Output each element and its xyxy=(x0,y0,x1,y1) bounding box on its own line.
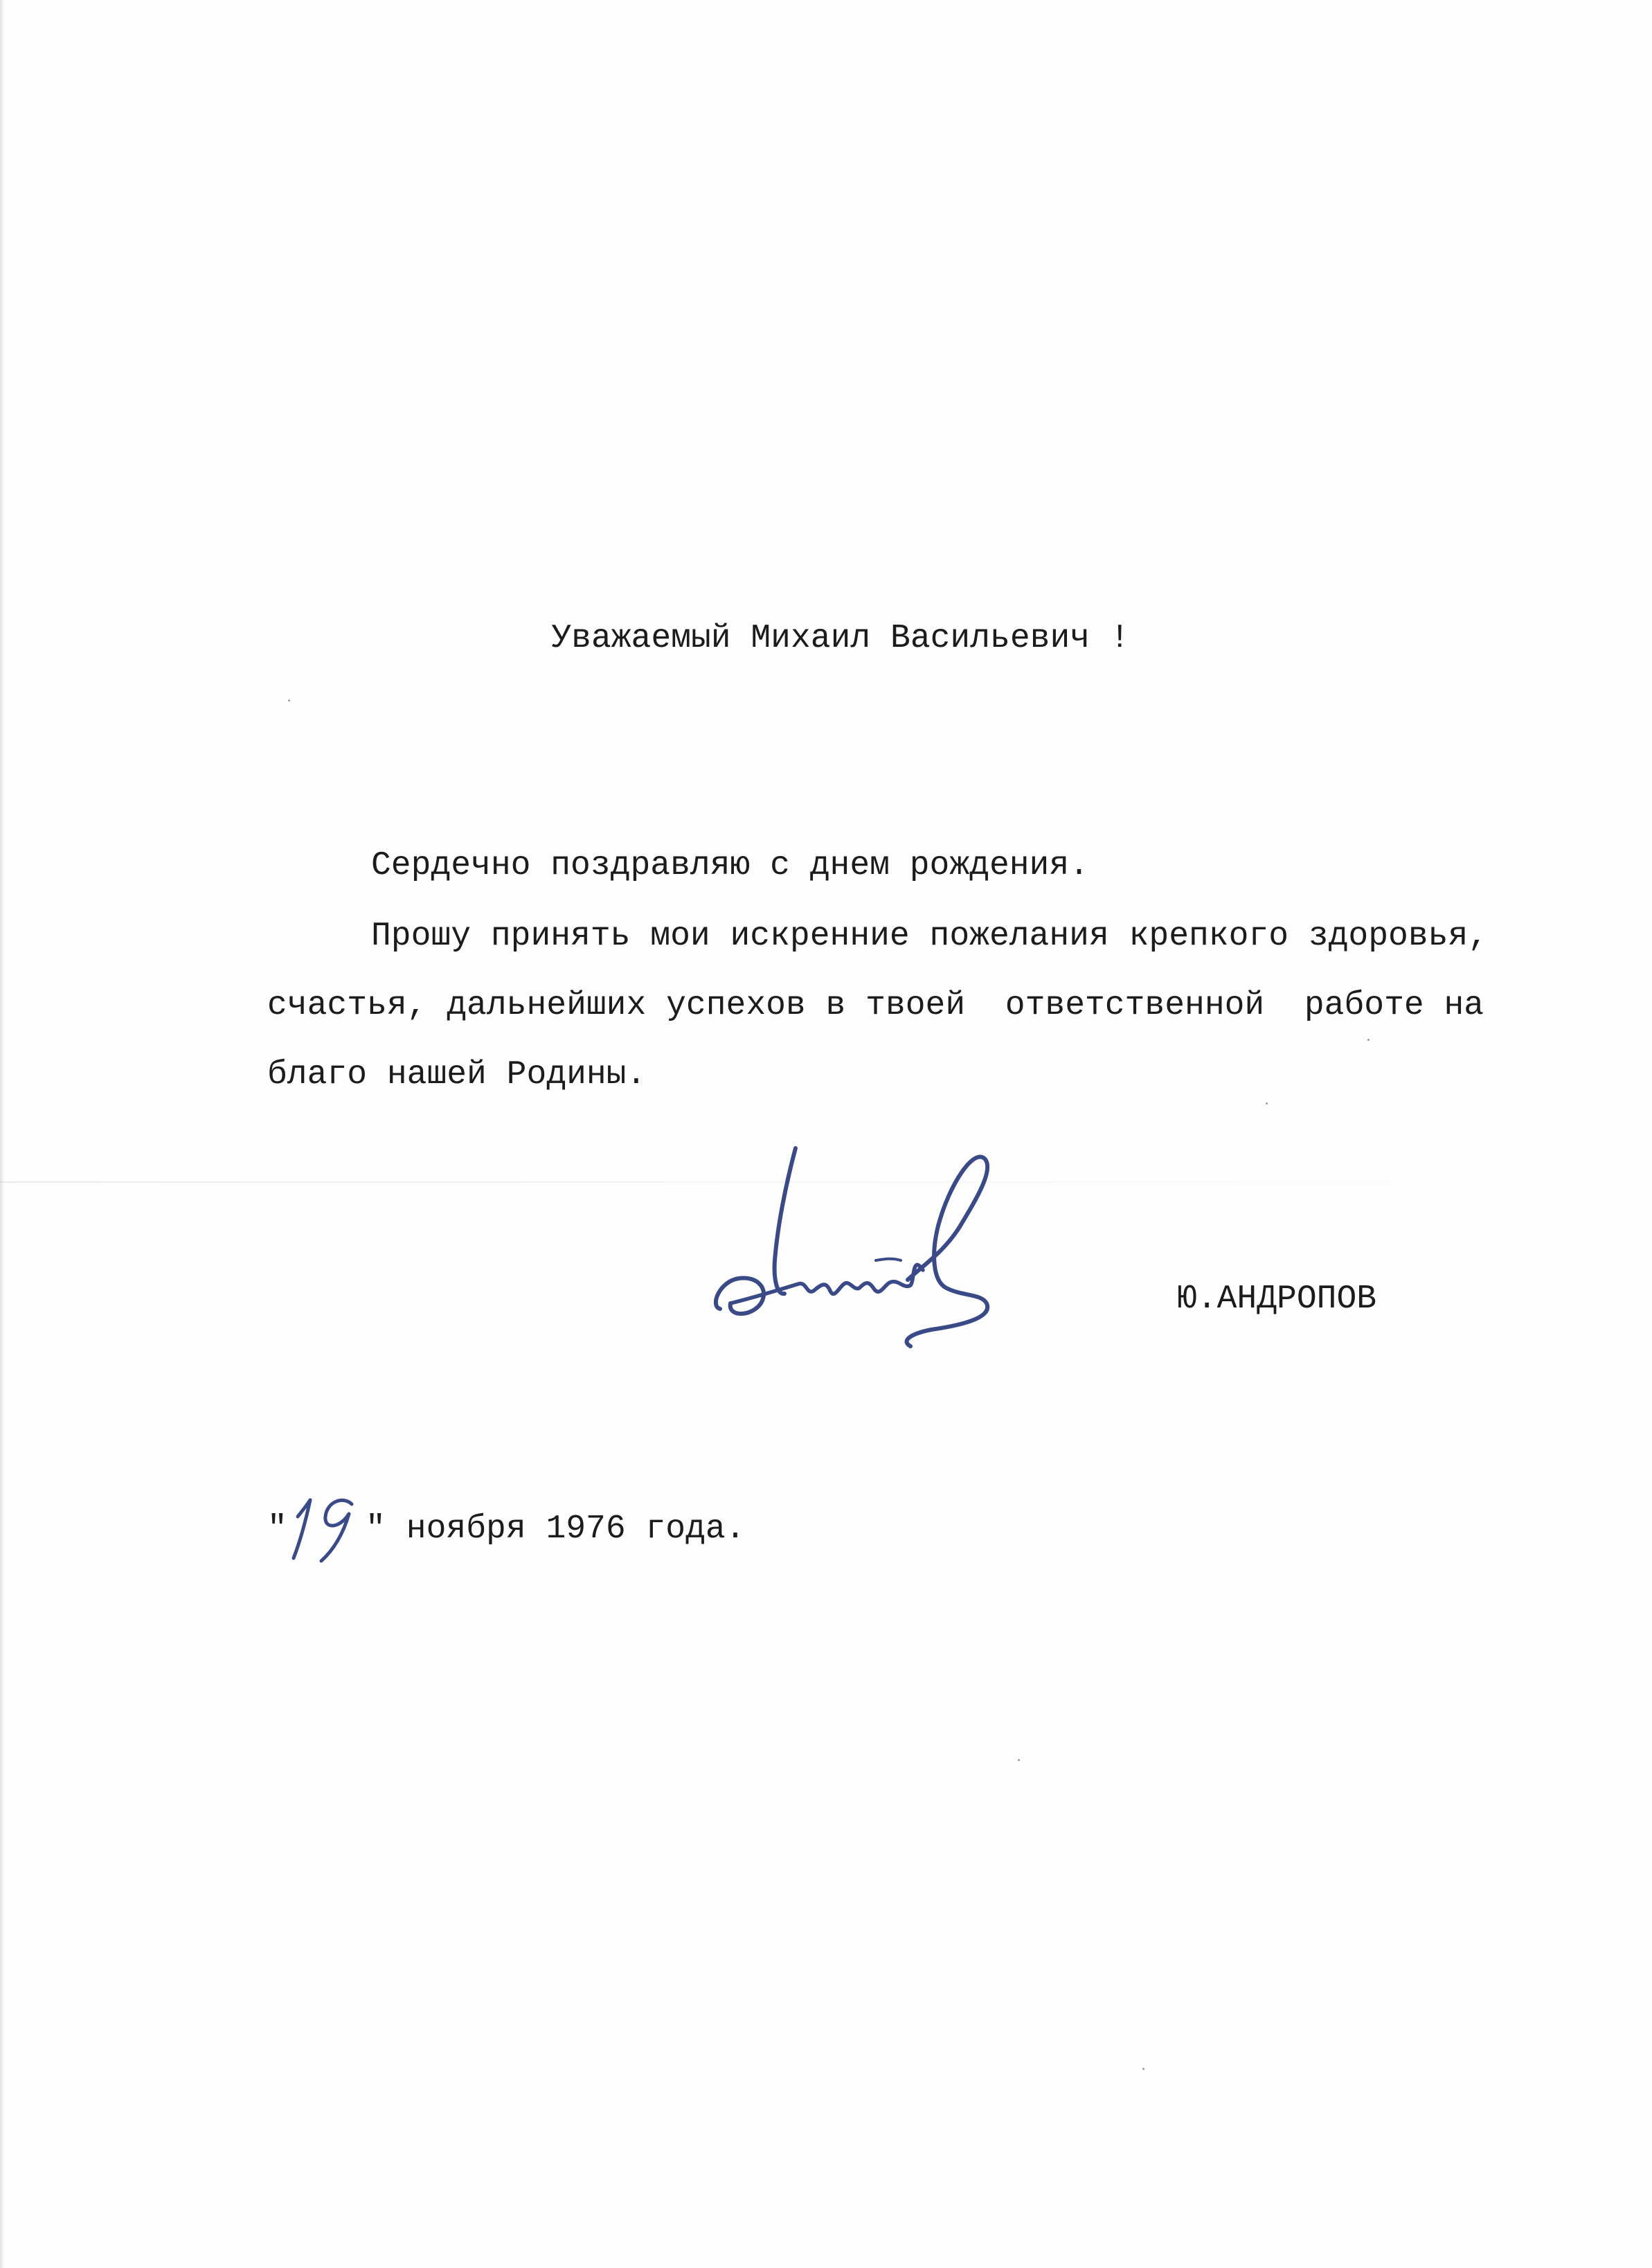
handwritten-day-number xyxy=(282,1489,366,1565)
signer-name: Ю.АНДРОПОВ xyxy=(1177,1280,1377,1318)
paper-speck xyxy=(1367,1039,1370,1041)
date-month-year: ноября 1976 года. xyxy=(386,1510,746,1548)
paper-speck xyxy=(1142,2068,1144,2070)
body-line-2: Прошу принять мои искренние пожелания крепкого здоровья, xyxy=(371,918,1489,955)
salutation: Уважаемый Михаил Васильевич ! xyxy=(551,620,1130,657)
date-line xyxy=(267,1489,890,1572)
body-line-1: Сердечно поздравляю с днем рождения. xyxy=(371,847,1089,884)
body-line-3: счастья, дальнейших успехов в твоей ответственной работе на xyxy=(267,987,1484,1024)
page-edge-shadow xyxy=(0,0,4,2268)
paper-speck xyxy=(1266,1102,1268,1105)
body-line-4: благо нашей Родины. xyxy=(267,1056,647,1093)
handwritten-signature xyxy=(703,1143,1118,1350)
paper-speck xyxy=(288,699,290,702)
date-close-quote: " xyxy=(366,1510,386,1548)
date-open-quote: " xyxy=(267,1510,287,1548)
paper-speck xyxy=(1018,1759,1020,1761)
